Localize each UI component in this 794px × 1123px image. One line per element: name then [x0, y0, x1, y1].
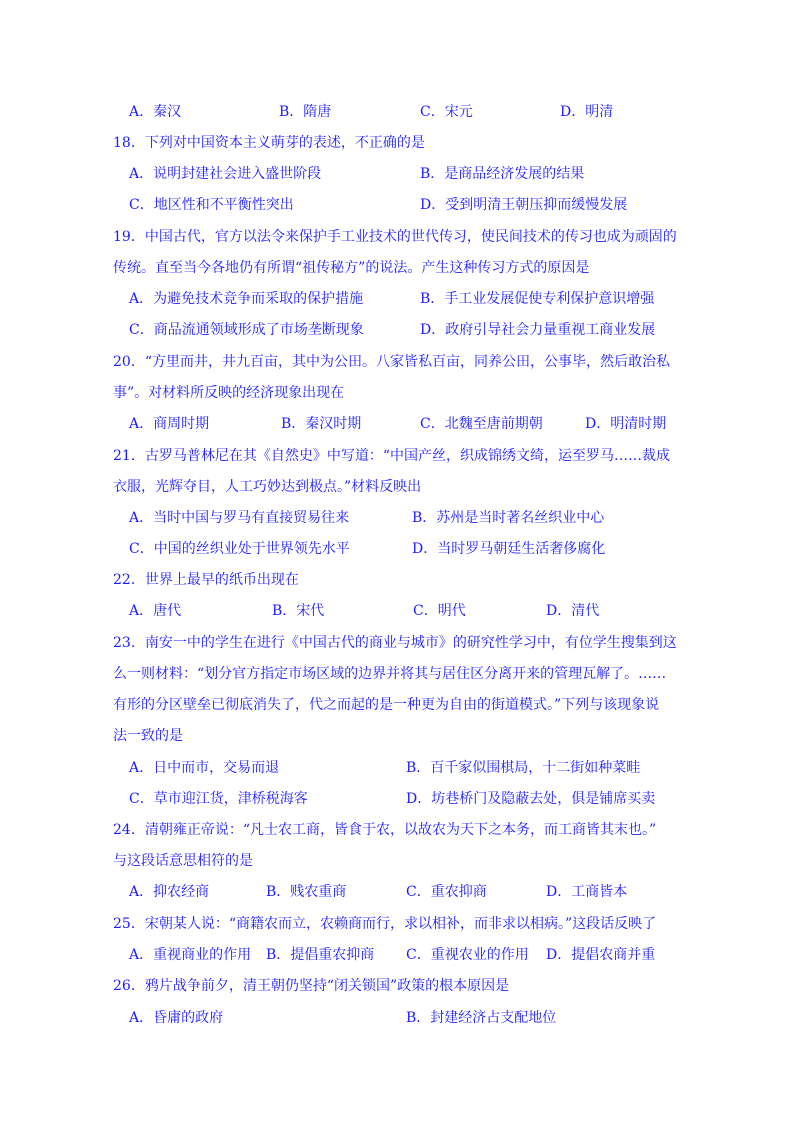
q26-stem: 26．鸦片战争前夕，清王朝仍坚持“闭关锁国”政策的根本原因是 — [113, 978, 510, 994]
q23-stem-line2: 么一则材料：“划分官方指定市场区域的边界并将其与居住区分离开来的管理瓦解了。…… — [113, 666, 667, 682]
q23-stem-line3: 有形的分区壁垒已彻底消失了，代之而起的是一种更为自由的街道模式。”下列与该现象说 — [113, 697, 660, 713]
q23-options-row2 — [0, 787, 794, 811]
q20-options — [0, 412, 794, 436]
q19-option-d: D．政府引导社会力量重视工商业发展 — [420, 322, 656, 338]
q25-options — [0, 943, 794, 967]
q26-option-a: A．昏庸的政府 — [129, 1010, 224, 1026]
q21-option-c: C．中国的丝织业处于世界领先水平 — [129, 541, 350, 557]
q22-option-a: A．唐代 — [129, 603, 182, 619]
q23-option-b: B．百千家似围棋局，十二街如种菜畦 — [406, 760, 641, 776]
q22-stem: 22．世界上最早的纸币出现在 — [113, 572, 299, 588]
q23-option-c: C．草市迎江货，津桥税海客 — [129, 791, 308, 807]
q24-options — [0, 880, 794, 904]
q18-options-row1 — [0, 162, 794, 186]
q21-options-row2 — [0, 537, 794, 561]
q19-stem-line1: 19．中国古代，官方以法令来保护手工业技术的世代传习，使民间技术的传习也成为顽固的 — [113, 229, 677, 245]
q19-stem-line2: 传统。直至当今各地仍有所谓“祖传秘方”的说法。产生这种传习方式的原因是 — [113, 260, 590, 276]
q25-option-d: D．提倡农商并重 — [546, 947, 656, 963]
q25-option-c: C．重视农业的作用 — [406, 947, 529, 963]
q21-option-a: A．当时中国与罗马有直接贸易往来 — [129, 510, 350, 526]
q24-stem-line2: 与这段话意思相符的是 — [113, 853, 253, 869]
q18-option-d: D．受到明清王朝压抑而缓慢发展 — [420, 197, 628, 213]
q21-stem-line2: 衣服，光辉夺目，人工巧妙达到极点。”材料反映出 — [113, 479, 422, 495]
q19-option-a: A．为避免技术竞争而采取的保护措施 — [129, 291, 364, 307]
q21-options-row1 — [0, 506, 794, 530]
q20-option-c: C．北魏至唐前期朝 — [420, 416, 543, 432]
q24-stem-line1: 24．清朝雍正帝说：“凡士农工商，皆食于农，以故农为天下之本务，而工商皆其末也。” — [113, 822, 657, 838]
q17-options — [0, 100, 794, 124]
q17-option-a: A．秦汉 — [129, 104, 182, 120]
q21-stem-line1: 21．古罗马普林尼在其《自然史》中写道：“中国产丝，织成锦绣文绮，运至罗马……裁成 — [113, 448, 670, 464]
q24-option-c: C．重农抑商 — [406, 884, 487, 900]
q23-stem-line1: 23．南安一中的学生在进行《中国古代的商业与城市》的研究性学习中，有位学生搜集到这 — [113, 635, 677, 651]
q17-option-d: D．明清 — [560, 104, 614, 120]
q19-option-c: C．商品流通领域形成了市场垄断现象 — [129, 322, 364, 338]
q18-options-row2 — [0, 193, 794, 217]
q19-options-row1 — [0, 287, 794, 311]
q20-option-d: D．明清时期 — [585, 416, 667, 432]
q18-option-a: A．说明封建社会进入盛世阶段 — [129, 166, 322, 182]
q24-option-b: B．贱农重商 — [266, 884, 347, 900]
q23-stem-line4: 法一致的是 — [113, 728, 183, 744]
q26-option-b: B．封建经济占支配地位 — [406, 1010, 557, 1026]
q22-options — [0, 599, 794, 623]
q20-option-a: A．商周时期 — [129, 416, 210, 432]
q24-option-d: D．工商皆本 — [546, 884, 628, 900]
q25-option-a: A．重视商业的作用 — [129, 947, 252, 963]
q18-stem: 18．下列对中国资本主义萌芽的表述，不正确的是 — [113, 135, 425, 151]
q17-option-b: B．隋唐 — [279, 104, 332, 120]
q24-option-a: A．抑农经商 — [129, 884, 210, 900]
q23-options-row1 — [0, 756, 794, 780]
q22-option-d: D．清代 — [546, 603, 600, 619]
q20-stem-line2: 事”。对材料所反映的经济现象出现在 — [113, 385, 345, 401]
q17-option-c: C．宋元 — [420, 104, 473, 120]
q21-option-d: D．当时罗马朝廷生活奢侈腐化 — [412, 541, 606, 557]
q23-option-d: D．坊巷桥门及隐蔽去处，俱是铺席买卖 — [406, 791, 656, 807]
q20-stem-line1: 20．“方里而井，井九百亩，其中为公田。八家皆私百亩，同养公田，公事毕，然后敢治私 — [113, 354, 670, 370]
q19-options-row2 — [0, 318, 794, 342]
q22-option-c: C．明代 — [413, 603, 466, 619]
q22-option-b: B．宋代 — [272, 603, 325, 619]
q25-stem: 25．宋朝某人说：“商籍农而立，农赖商而行，求以相补，而非求以相病。”这段话反映了 — [113, 916, 657, 932]
q18-option-c: C．地区性和不平衡性突出 — [129, 197, 294, 213]
q21-option-b: B．苏州是当时著名丝织业中心 — [412, 510, 605, 526]
q23-option-a: A．日中而市，交易而退 — [129, 760, 280, 776]
q19-option-b: B．手工业发展促使专利保护意识增强 — [420, 291, 655, 307]
q25-option-b: B．提倡重农抑商 — [266, 947, 375, 963]
q26-options-row1 — [0, 1006, 794, 1030]
q20-option-b: B．秦汉时期 — [281, 416, 362, 432]
q18-option-b: B．是商品经济发展的结果 — [420, 166, 585, 182]
